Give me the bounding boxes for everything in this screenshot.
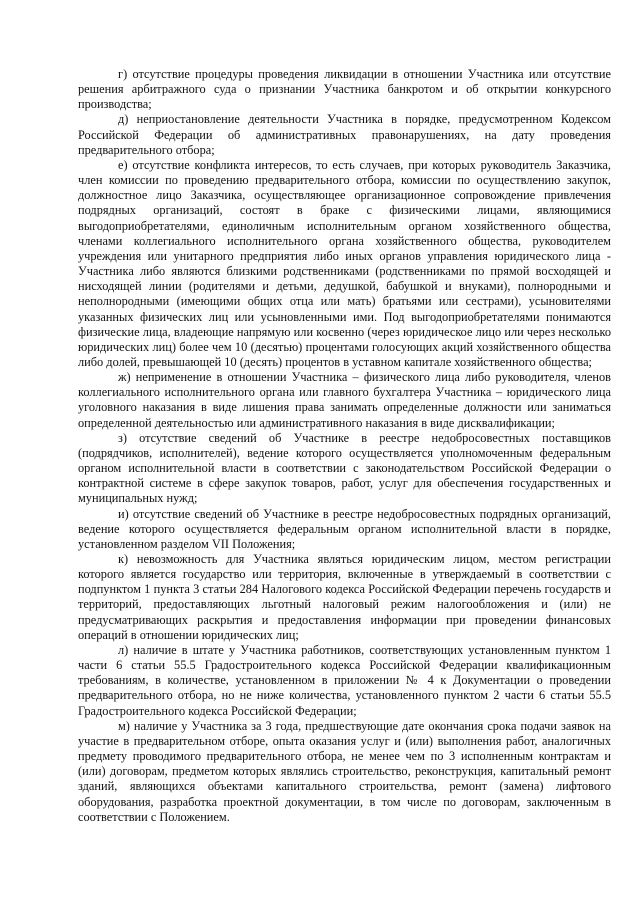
paragraph-z: з) отсутствие сведений об Участнике в реестре недобросовестных поставщиков (подрядчиков, исполнителей), ведение которого осуществляется уполномоченным федеральным органом исполнительной власти в соответствии с законодательством Российской Федерации о контрактной системе в сфере закупок товаров, работ, услуг для обеспечения государственных и муниципальных нужд;	[78, 430, 611, 506]
paragraph-d: д) неприостановление деятельности Участника в порядке, предусмотренном Кодексом Российской Федерации об административных правонарушениях, на дату проведения предварительного отбора;	[78, 112, 611, 157]
paragraph-g: г) отсутствие процедуры проведения ликвидации в отношении Участника или отсутствие решения арбитражного суда о признании Участника банкротом и об открытии конкурсного производства;	[78, 67, 611, 112]
paragraph-m: м) наличие у Участника за 3 года, предшествующие дате окончания срока подачи заявок на участие в предварительном отборе, опыта оказания услуг и (или) выполнения работ, аналогичных предмету проводимого предварительного отбора, не менее чем по 3 исполненным контрактам и (или) договорам, предметом которых являлись строительство, реконструкция, капитальный ремонт зданий, являющихся объектами капитального строительства, ремонт (замена) лифтового оборудования, разработка проектной документации, в том числе по договорам, заключенным в соответствии с Положением.	[78, 718, 611, 824]
paragraph-l: л) наличие в штате у Участника работников, соответствующих установленным пунктом 1 части 6 статьи 55.5 Градостроительного кодекса Российской Федерации квалификационным требованиям, в количестве, установленном в приложении № 4 к Документации о проведении предварительного отбора, но не ниже количества, установленного пунктом 2 части 6 статьи 55.5 Градостроительного кодекса Российской Федерации;	[78, 642, 611, 718]
paragraph-e: е) отсутствие конфликта интересов, то есть случаев, при которых руководитель Заказчика, член комиссии по проведению предварительного отбора, комиссии по осуществлению закупок, должностное лицо Заказчика, осуществляющее организационное сопровождение привлечения подрядных организаций, состоят в браке с физическими лицами, являющимися выгодоприобретателями, единоличным исполнительным органом хозяйственного общества, членами коллегиального исполнительного органа хозяйственного общества, руководителем учреждения или унитарного предприятия либо иных органов управления юридического лица - Участника либо являются близкими родственниками (родственниками по прямой восходящей и нисходящей линии (родителями и детьми, дедушкой, бабушкой и внуками), полнородными и неполнородными (имеющими общих отца или мать) братьями или сестрами), усыновителями указанных физических лиц или усыновленными ими. Под выгодоприобретателями понимаются физические лица, владеющие напрямую или косвенно (через юридическое лицо или через несколько юридических лиц) более чем 10 (десятью) процентами голосующих акций хозяйственного общества либо долей, превышающей 10 (десять) процентов в уставном капитале хозяйственного общества;	[78, 157, 611, 369]
document-page	[78, 67, 611, 825]
paragraph-zh: ж) неприменение в отношении Участника – физического лица либо руководителя, членов коллегиального исполнительного органа или главного бухгалтера Участника – юридического лица уголовного наказания в виде лишения права занимать определенные должности или заниматься определенной деятельностью или административного наказания в виде дисквалификации;	[78, 370, 611, 430]
paragraph-k: к) невозможность для Участника являться юридическим лицом, местом регистрации которого является государство или территория, включенные в утверждаемый в соответствии с подпунктом 1 пункта 3 статьи 284 Налогового кодекса Российской Федерации перечень государств и территорий, предоставляющих льготный налоговый режим налогообложения и (или) не предусматривающих раскрытия и предоставления информации при проведении финансовых операций в отношении юридических лиц;	[78, 552, 611, 642]
paragraph-i: и) отсутствие сведений об Участнике в реестре недобросовестных подрядных организаций, ведение которого осуществляется федеральным органом исполнительной власти в порядке, установленном разделом VII Положения;	[78, 506, 611, 551]
